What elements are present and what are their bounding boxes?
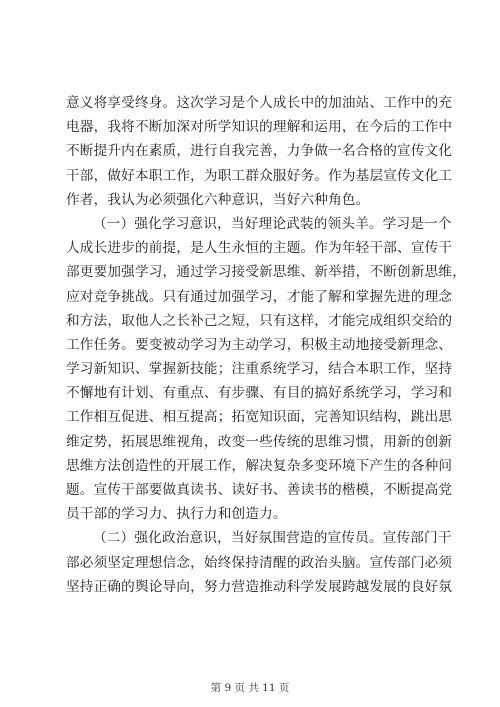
text-line: 思维方法创造性的开展工作，解决复杂多变环境下产生的各种问 [66,457,453,474]
text-line: 维定势，拓展思维视角，改变一些传统的思维习惯，用新的创新 [66,433,453,450]
text-line: 题。宣传干部要做真读书、读好书、善读书的楷模，不断提高党 [66,482,453,498]
text-line: 作者，我认为必须强化六种意识，当好六种角色。 [66,191,370,208]
text-line: 电器，我将不断加深对所学知识的理解和运用，在今后的工作中 [66,119,453,136]
text-line: 人成长进步的前提，是人生永恒的主题。作为年轻干部、宣传干 [66,240,453,257]
body-text [66,91,467,599]
text-line: 应对竞争挑战。只有通过加强学习，才能了解和掌握先进的理念 [66,288,453,305]
text-line: 意义将享受终身。这次学习是个人成长中的加油站、工作中的充 [66,95,453,111]
text-line: 员干部的学习力、执行力和创造力。 [66,506,287,523]
page-footer: 第 9 页 共 11 页 [210,682,290,694]
text-line: 学习新知识、掌握新技能；注重系统学习，结合本职工作，坚持 [66,361,453,378]
text-line: （一）强化学习意识，当好理论武装的领头羊。学习是一个 [93,215,452,232]
text-line: 工作任务。要变被动学习为主动学习，积极主动地接受新理念、 [66,336,453,353]
text-line: 和方法，取他人之长补己之短，只有这样，才能完成组织交给的 [66,312,453,329]
text-line: 工作相互促进、相互提高；拓宽知识面，完善知识结构，跳出思 [66,409,453,426]
text-line: 部更要加强学习，通过学习接受新思维、新举措，不断创新思维， [66,264,467,281]
text-line: 干部，做好本职工作，为职工群众服好务。作为基层宣传文化工 [66,167,453,184]
text-line: 不懈地有计划、有重点、有步骤、有目的搞好系统学习，学习和 [66,385,453,402]
text-line: （二）强化政治意识，当好氛围营造的宣传员。宣传部门干 [93,530,452,547]
text-line: 坚持正确的舆论导向，努力营造推动科学发展跨越发展的良好氛 [66,578,453,595]
text-line: 不断提升内在素质，进行自我完善，力争做一名合格的宣传文化 [66,143,453,160]
text-line: 部必须坚定理想信念，始终保持清醒的政治头脑。宣传部门必须 [66,554,453,571]
